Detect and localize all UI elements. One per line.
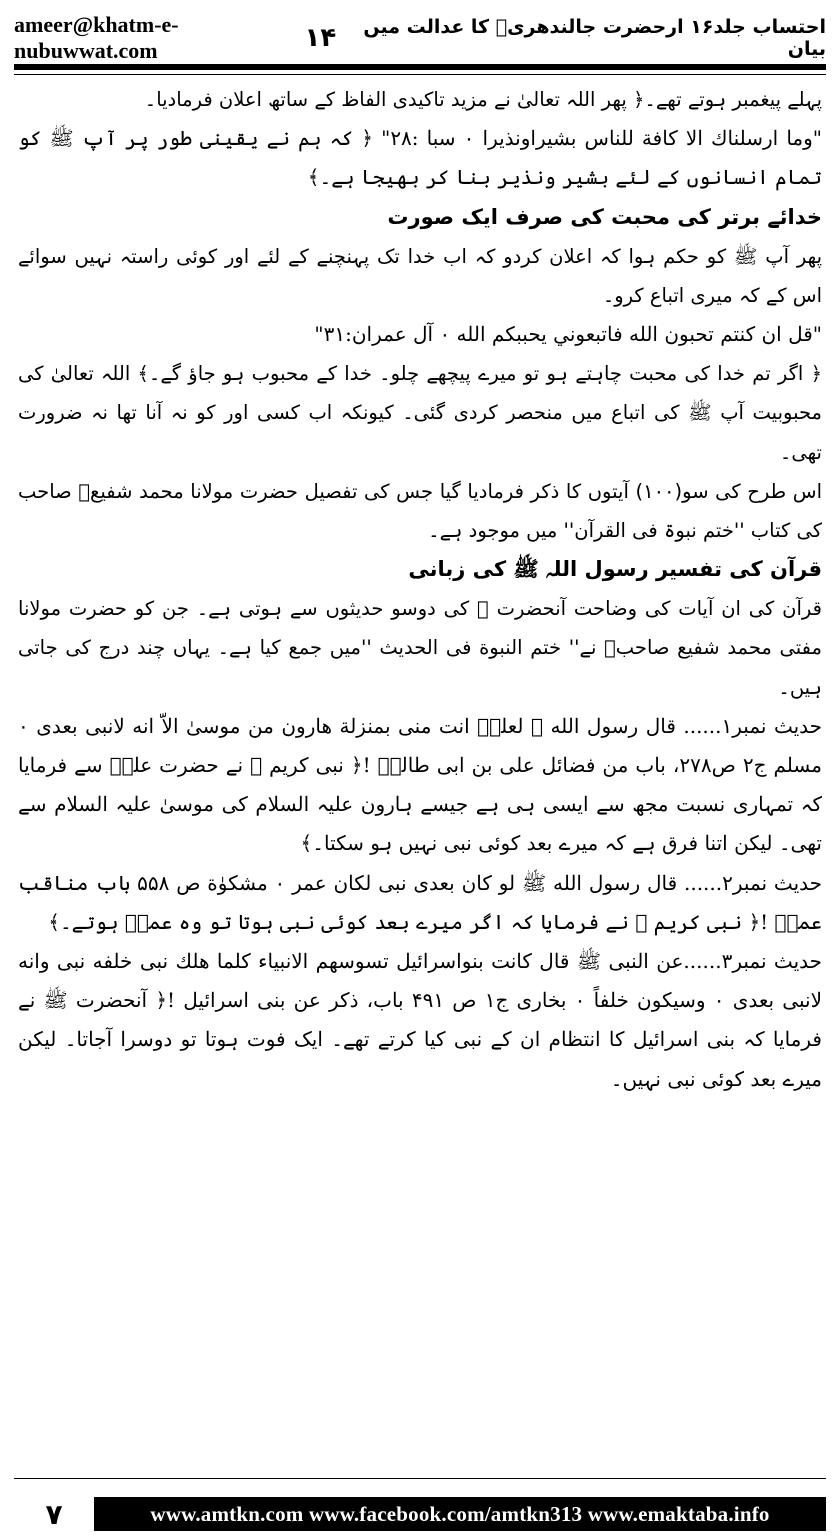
- page-body: [18, 80, 822, 1448]
- paragraph: پھر آپ ﷺ کو حکم ہوا کہ اعلان کردو کہ اب خدا تک پہنچنے کے لئے اور کوئی راستہ نہیں سوائے اس کے کہ میری اتباع کرو۔: [18, 244, 822, 307]
- page-header: [14, 12, 826, 63]
- footer-page-number: ۷: [14, 1496, 94, 1532]
- quranic-verse: "قل ان كنتم تحبون الله فاتبعوني يحببكم الله ۰ آل عمران:۳۱": [314, 322, 822, 347]
- section-heading: قرآن کی تفسیر رسول اللہ ﷺ کی زبانی: [408, 557, 822, 582]
- book-title: احتساب جلد۱۶ ارحضرت جالندھریؒ کا عدالت میں بیان: [363, 16, 826, 60]
- hadith-entry: حدیث نمبر۱...... قال رسول الله ﷺ لعلیؓ انت منی بمنزلة هارون من موسیٰ الاّ انه لانبی بعدی ۰ مسلم ج۲ ص۲۷۸، باب من فضائل علی بن ابی طالبؓ !﴿ نبی کریم ﷺ نے حضرت علیؓ سے فرمایا کہ تمہاری نسبت مجھ سے ایسی ہی ہے جیسے ہارون علیہ السلام کی موسیٰ علیہ السلام سے تھی۔ لیکن اتنا فرق ہے کہ میرے بعد کوئی نبی نہیں ہو سکتا۔﴾: [18, 713, 822, 856]
- header-rule-thin: [14, 74, 826, 75]
- quranic-verse: "وما ارسلناك الا كافة للناس بشيراونذيرا ۰ سبا :۲۸" ﴿ کہ ہم نے یقینی طور پر آپ ﷺ کو تمام انسانوں کے لئے بشیر ونذیر بنا کر بھیجا ہے۔﴾: [18, 126, 822, 190]
- header-email[interactable]: ameer@khatm-e-nubuwwat.com: [14, 12, 179, 63]
- header-title-group: [305, 16, 826, 60]
- paragraph: اس طرح کی سو(۱۰۰) آیتوں کا ذکر فرمادیا گیا جس کی تفصیل حضرت مولانا محمد شفیعؒ صاحب کی کتاب ''ختم نبوۃ فی القرآن'' میں موجود ہے۔: [18, 479, 822, 543]
- header-page-number: ۱۴: [304, 23, 337, 53]
- footer-links[interactable]: www.amtkn.com www.facebook.com/amtkn313 www.emaktaba.info: [94, 1497, 826, 1531]
- header-rule: [14, 64, 826, 70]
- section-heading: خدائے برتر کی محبت کی صرف ایک صورت: [387, 204, 822, 229]
- paragraph: قرآن کی ان آیات کی وضاحت آنحضرت ﷺ کی دوسو حدیثوں سے ہوتی ہے۔ جن کو حضرت مولانا مفتی محمد شفیع صاحبؒ نے'' ختم النبوة فی الحدیث ''میں جمع کیا ہے۔ یہاں چند درج کی جاتی ہیں۔: [18, 597, 822, 699]
- paragraph: پہلے پیغمبر ہوتے تھے۔﴿ پھر اللہ تعالیٰ نے مزید تاکیدی الفاظ کے ساتھ اعلان فرمادیا۔: [144, 88, 822, 111]
- paragraph: ﴿ اگر تم خدا کی محبت چاہتے ہو تو میرے پیچھے چلو۔ خدا کے محبوب ہو جاؤ گے۔﴾ اللہ تعالیٰ کی محبوبیت آپ ﷺ کی اتباع میں منحصر کردی گئی۔ کیونکہ اب کسی اور کو نہ آنا تھا نہ ضرورت تھی۔: [18, 362, 822, 464]
- page-footer: [14, 1494, 826, 1534]
- footer-rule: [14, 1478, 826, 1479]
- hadith-entry: حدیث نمبر۲...... قال رسول الله ﷺ لو كان بعدى نبى لكان عمر ۰ مشکوٰة ص ۵۵۸ باب مناقب عمرؓ !﴿ نبی کریم ﷺ نے فرمایا کہ اگر میرے بعد کوئی نبی ہوتا تو وہ عمرؓ ہوتے۔﴾: [18, 870, 822, 934]
- hadith-entry: حدیث نمبر۳......عن النبی ﷺ قال كانت بنواسرائيل تسوسهم الانبياء كلما هلك نبى خلفه نبى وانه لانبى بعدى ۰ وسيكون خلفاً ۰ بخارى ج۱ ص ۴۹۱ باب، ذکر عن بنی اسرائیل !﴿ آنحضرت ﷺ نے فرمایا کہ بنی اسرائیل کا انتظام ان کے نبی کیا کرتے تھے۔ ایک فوت ہوتا تو دوسرا آجاتا۔ لیکن میرے بعد کوئی نبی نہیں۔: [18, 949, 822, 1091]
